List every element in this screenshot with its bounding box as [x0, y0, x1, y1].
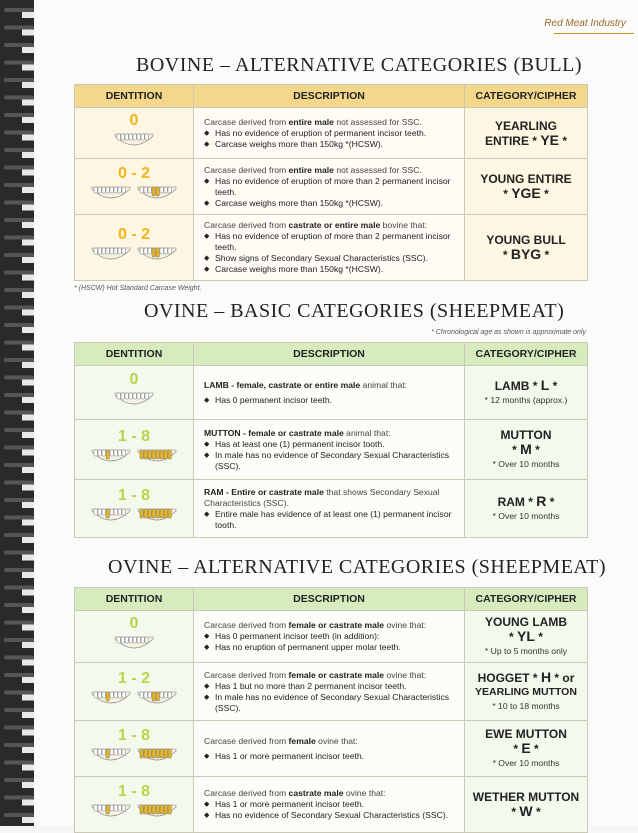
cipher: W — [519, 803, 533, 819]
dentition-cell — [75, 777, 194, 833]
bullet: ◆ Has no evidence of eruption of more than 2 permanent incisor teeth. — [204, 176, 454, 198]
bullet: ◆ Has no eruption of permanent upper molar teeth. — [204, 642, 454, 653]
dentition-number: 1 - 8 — [117, 783, 150, 800]
category-cell: MUTTON * M * * Over 10 months — [465, 420, 588, 480]
col-header-description: DESCRIPTION — [194, 343, 465, 366]
teeth-icon — [114, 633, 154, 657]
dentition-number: 1 - 8 — [117, 428, 150, 445]
table-row — [75, 366, 588, 420]
header-rule — [554, 33, 634, 34]
category-cell: RAM * R * * Over 10 months — [465, 480, 588, 538]
table-row — [75, 721, 588, 777]
bullet: ◆ Has 0 permanent incisor teeth (in addition): — [204, 631, 454, 642]
description-cell: Carcase derived from entire male not assessed for SSC. ◆ Has no evidence of eruption of more than 2 permanent incisor teeth. ◆ Carcase weighs more than 150kg *(HCSW). — [194, 159, 465, 215]
category-cell: LAMB * L * * 12 months (approx.) — [465, 366, 588, 420]
teeth-icon — [137, 183, 177, 207]
table-row — [75, 480, 588, 538]
dentition-cell — [75, 480, 194, 538]
bovine-section-title: BOVINE – ALTERNATIVE CATEGORIES (BULL) — [136, 54, 583, 76]
cipher: YGE — [511, 185, 541, 201]
footnote: * (HSCW) Hot Standard Carcase Weight. — [74, 285, 202, 292]
bullet: ◆ Has 1 or more permanent incisor teeth. — [204, 799, 454, 810]
description-cell: Carcase derived from castrate male ovine that: ◆ Has 1 or more permanent incisor teeth. ◆ Has no evidence of Secondary Sexual Characteristics (SSC). — [194, 777, 465, 833]
teeth-icon — [137, 446, 177, 470]
category-cell: EWE MUTTON * E * * Over 10 months — [465, 721, 588, 777]
description-cell: Carcase derived from castrate or entire male bovine that: ◆ Has no evidence of eruption of more than 2 permanent incisor teeth. ◆ Show signs of Secondary Sexual Characteristics (SSC). ◆ Carcase weighs more than 150kg *(HCSW). — [194, 215, 465, 281]
ovine-basic-table — [74, 342, 588, 538]
cipher: M — [520, 441, 532, 457]
description-cell: Carcase derived from female or castrate male ovine that: ◆ Has 0 permanent incisor teeth (in addition): ◆ Has no eruption of permanent upper molar teeth. — [194, 611, 465, 663]
dentition-number: 0 — [129, 615, 139, 632]
description-cell: Carcase derived from female or castrate male ovine that: ◆ Has 1 but no more than 2 permanent incisor teeth. ◆ In male has no evidence of Secondary Sexual Characteristics (SSC). — [194, 663, 465, 721]
dentition-number: 1 - 2 — [117, 670, 150, 687]
bullet: ◆ Has no evidence of eruption of more than 2 permanent incisor teeth. — [204, 231, 454, 253]
teeth-icon — [91, 244, 131, 268]
description-cell: MUTTON - female or castrate male animal that: ◆ Has at least one (1) permanent incisor tooth. ◆ In male has no evidence of Secondary Sexual Characteristics (SSC). — [194, 420, 465, 480]
dentition-cell — [75, 611, 194, 663]
cipher: YE — [540, 131, 559, 148]
cipher: BYG — [510, 246, 542, 262]
dentition-number: 0 — [129, 371, 139, 388]
col-header-description: DESCRIPTION — [194, 588, 465, 611]
col-header-category: CATEGORY/CIPHER — [465, 343, 588, 366]
table-row — [75, 108, 588, 159]
col-header-dentition: DENTITION — [75, 85, 194, 108]
bullet: ◆ Carcase weighs more than 150kg *(HCSW). — [204, 139, 454, 150]
description-cell: Carcase derived from entire male not assessed for SSC. ◆ Has no evidence of eruption of permanent incisor teeth. ◆ Carcase weighs more than 150kg *(HCSW). — [194, 108, 465, 159]
bullet: ◆ Has no evidence of eruption of permanent incisor teeth. — [204, 128, 454, 139]
table-row — [75, 611, 588, 663]
teeth-icon — [91, 505, 131, 529]
teeth-icon — [91, 801, 131, 825]
bullet: ◆ Show signs of Secondary Sexual Characteristics (SSC). — [204, 253, 454, 264]
bullet: ◆ Has at least one (1) permanent incisor tooth. — [204, 439, 454, 450]
col-header-category: CATEGORY/CIPHER — [465, 85, 588, 108]
cipher: E — [521, 740, 531, 756]
description-cell: LAMB - female, castrate or entire male animal that: ◆ Has 0 permanent incisor teeth. — [194, 366, 465, 420]
teeth-icon — [91, 745, 131, 769]
cipher: L — [540, 377, 550, 393]
dentition-number: 0 — [129, 111, 139, 129]
dentition-cell — [75, 721, 194, 777]
table-row — [75, 663, 588, 721]
cipher: YL — [517, 628, 535, 644]
bullet: ◆ Entire male has evidence of at least one (1) permanent incisor tooth. — [204, 509, 454, 531]
cipher: H — [540, 669, 552, 685]
bullet: ◆ Has 0 permanent incisor teeth. — [204, 395, 454, 406]
teeth-icon — [114, 130, 154, 154]
teeth-icon — [91, 446, 131, 470]
category-cell: YEARLING ENTIRE * YE * — [465, 108, 588, 159]
bovine-table — [74, 84, 588, 281]
teeth-icon — [137, 505, 177, 529]
teeth-icon — [137, 745, 177, 769]
table-row — [75, 215, 588, 281]
ovine-alt-title: OVINE – ALTERNATIVE CATEGORIES (SHEEPMEAT) — [108, 556, 607, 578]
spiral-binding — [0, 0, 34, 826]
page — [34, 0, 638, 826]
dentition-cell — [75, 663, 194, 721]
teeth-icon — [137, 244, 177, 268]
bullet: ◆ Carcase weighs more than 150kg *(HCSW). — [204, 264, 454, 275]
description-cell: RAM - Entire or castrate male that shows Secondary Sexual Characteristics (SSC). ◆ Entire male has evidence of at least one (1) permanent incisor tooth. — [194, 480, 465, 538]
bullet: ◆ In male has no evidence of Secondary Sexual Characteristics (SSC). — [204, 450, 454, 472]
dentition-cell — [75, 108, 194, 159]
dentition-number: 0 - 2 — [117, 165, 150, 182]
dentition-number: 1 - 8 — [117, 487, 150, 504]
bullet: ◆ Carcase weighs more than 150kg *(HCSW). — [204, 198, 454, 209]
bullet: ◆ Has no evidence of Secondary Sexual Characteristics (SSC). — [204, 810, 454, 821]
table-row — [75, 777, 588, 833]
cipher: R — [536, 493, 547, 509]
col-header-description: DESCRIPTION — [194, 85, 465, 108]
teeth-icon — [137, 801, 177, 825]
bullet: ◆ Has 1 but no more than 2 permanent incisor teeth. — [204, 681, 454, 692]
header-brand: Red Meat Industry — [544, 18, 626, 29]
col-header-dentition: DENTITION — [75, 343, 194, 366]
ovine-alt-table — [74, 587, 588, 833]
bullet: ◆ In male has no evidence of Secondary Sexual Characteristics (SSC). — [204, 692, 454, 714]
table-row — [75, 159, 588, 215]
teeth-icon — [91, 688, 131, 712]
dentition-number: 0 - 2 — [117, 226, 150, 243]
teeth-icon — [114, 389, 154, 413]
category-cell: HOGGET * H * or YEARLING MUTTON * 10 to 18 months — [465, 663, 588, 721]
description-cell: Carcase derived from female ovine that: ◆ Has 1 or more permanent incisor teeth. — [194, 721, 465, 777]
col-header-dentition: DENTITION — [75, 588, 194, 611]
category-cell: YOUNG ENTIRE * YGE * — [465, 159, 588, 215]
dentition-cell — [75, 159, 194, 215]
category-cell: YOUNG BULL * BYG * — [465, 215, 588, 281]
category-cell: WETHER MUTTON * W * — [465, 777, 588, 833]
table-row — [75, 420, 588, 480]
ovine-basic-title: OVINE – BASIC CATEGORIES (SHEEPMEAT) — [144, 300, 565, 322]
category-cell: YOUNG LAMB * YL * * Up to 5 months only — [465, 611, 588, 663]
bullet: ◆ Has 1 or more permanent incisor teeth. — [204, 751, 454, 762]
teeth-icon — [137, 688, 177, 712]
dentition-cell — [75, 420, 194, 480]
dentition-cell — [75, 215, 194, 281]
dentition-cell — [75, 366, 194, 420]
dentition-number: 1 - 8 — [117, 727, 150, 744]
age-note: * Chronological age as shown is approximate only — [431, 329, 586, 336]
teeth-icon — [91, 183, 131, 207]
col-header-category: CATEGORY/CIPHER — [465, 588, 588, 611]
